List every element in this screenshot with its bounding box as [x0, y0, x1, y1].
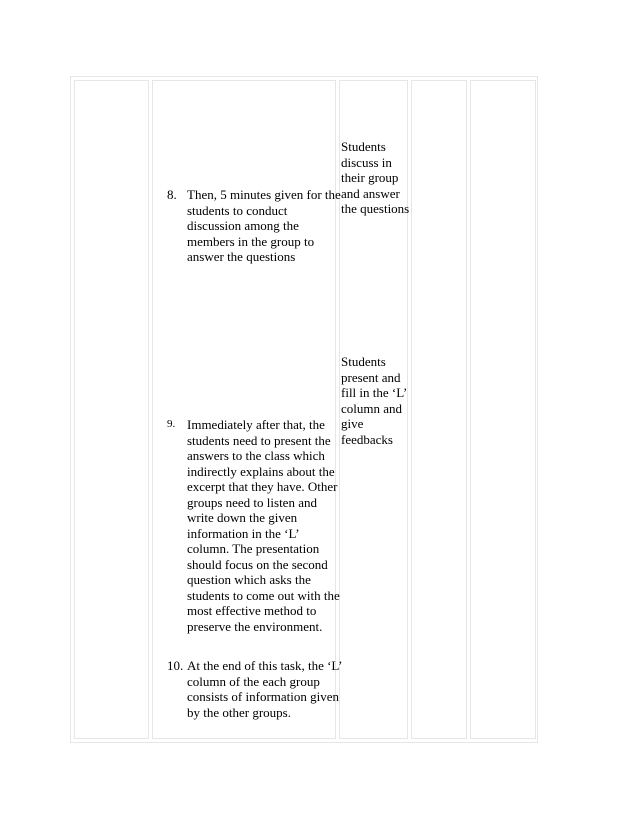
- step-text: Immediately after that, the students need to present the answers to the class which indirectly explains about the excerpt that they have. Other groups need to listen and write down the given information in the ‘L’ column. The presentation should focus on the second question which asks the students to come out with the most effective method to preserve the environment.: [187, 417, 340, 634]
- table-column-1: [74, 80, 149, 739]
- student-response-9: Students present and fill in the ‘L’ column and give feedbacks: [341, 354, 407, 447]
- step-item-8: [167, 187, 342, 265]
- table-column-4: [411, 80, 467, 739]
- lesson-table: [70, 76, 538, 743]
- step-number: 8.: [167, 187, 177, 202]
- student-response-8: Students discuss in their group and answer the questions: [341, 139, 410, 216]
- table-column-5: [470, 80, 536, 739]
- step-text: At the end of this task, the ‘L’ column of the each group consists of information given by the other groups.: [187, 658, 342, 720]
- step-item-9: [167, 417, 342, 634]
- table-column-steps: [152, 80, 336, 739]
- step-number: 9.: [167, 418, 176, 430]
- step-item-10: [167, 658, 342, 720]
- step-text: Then, 5 minutes given for the students to conduct discussion among the members in the group to answer the questions: [187, 187, 341, 264]
- step-number: 10.: [167, 658, 184, 673]
